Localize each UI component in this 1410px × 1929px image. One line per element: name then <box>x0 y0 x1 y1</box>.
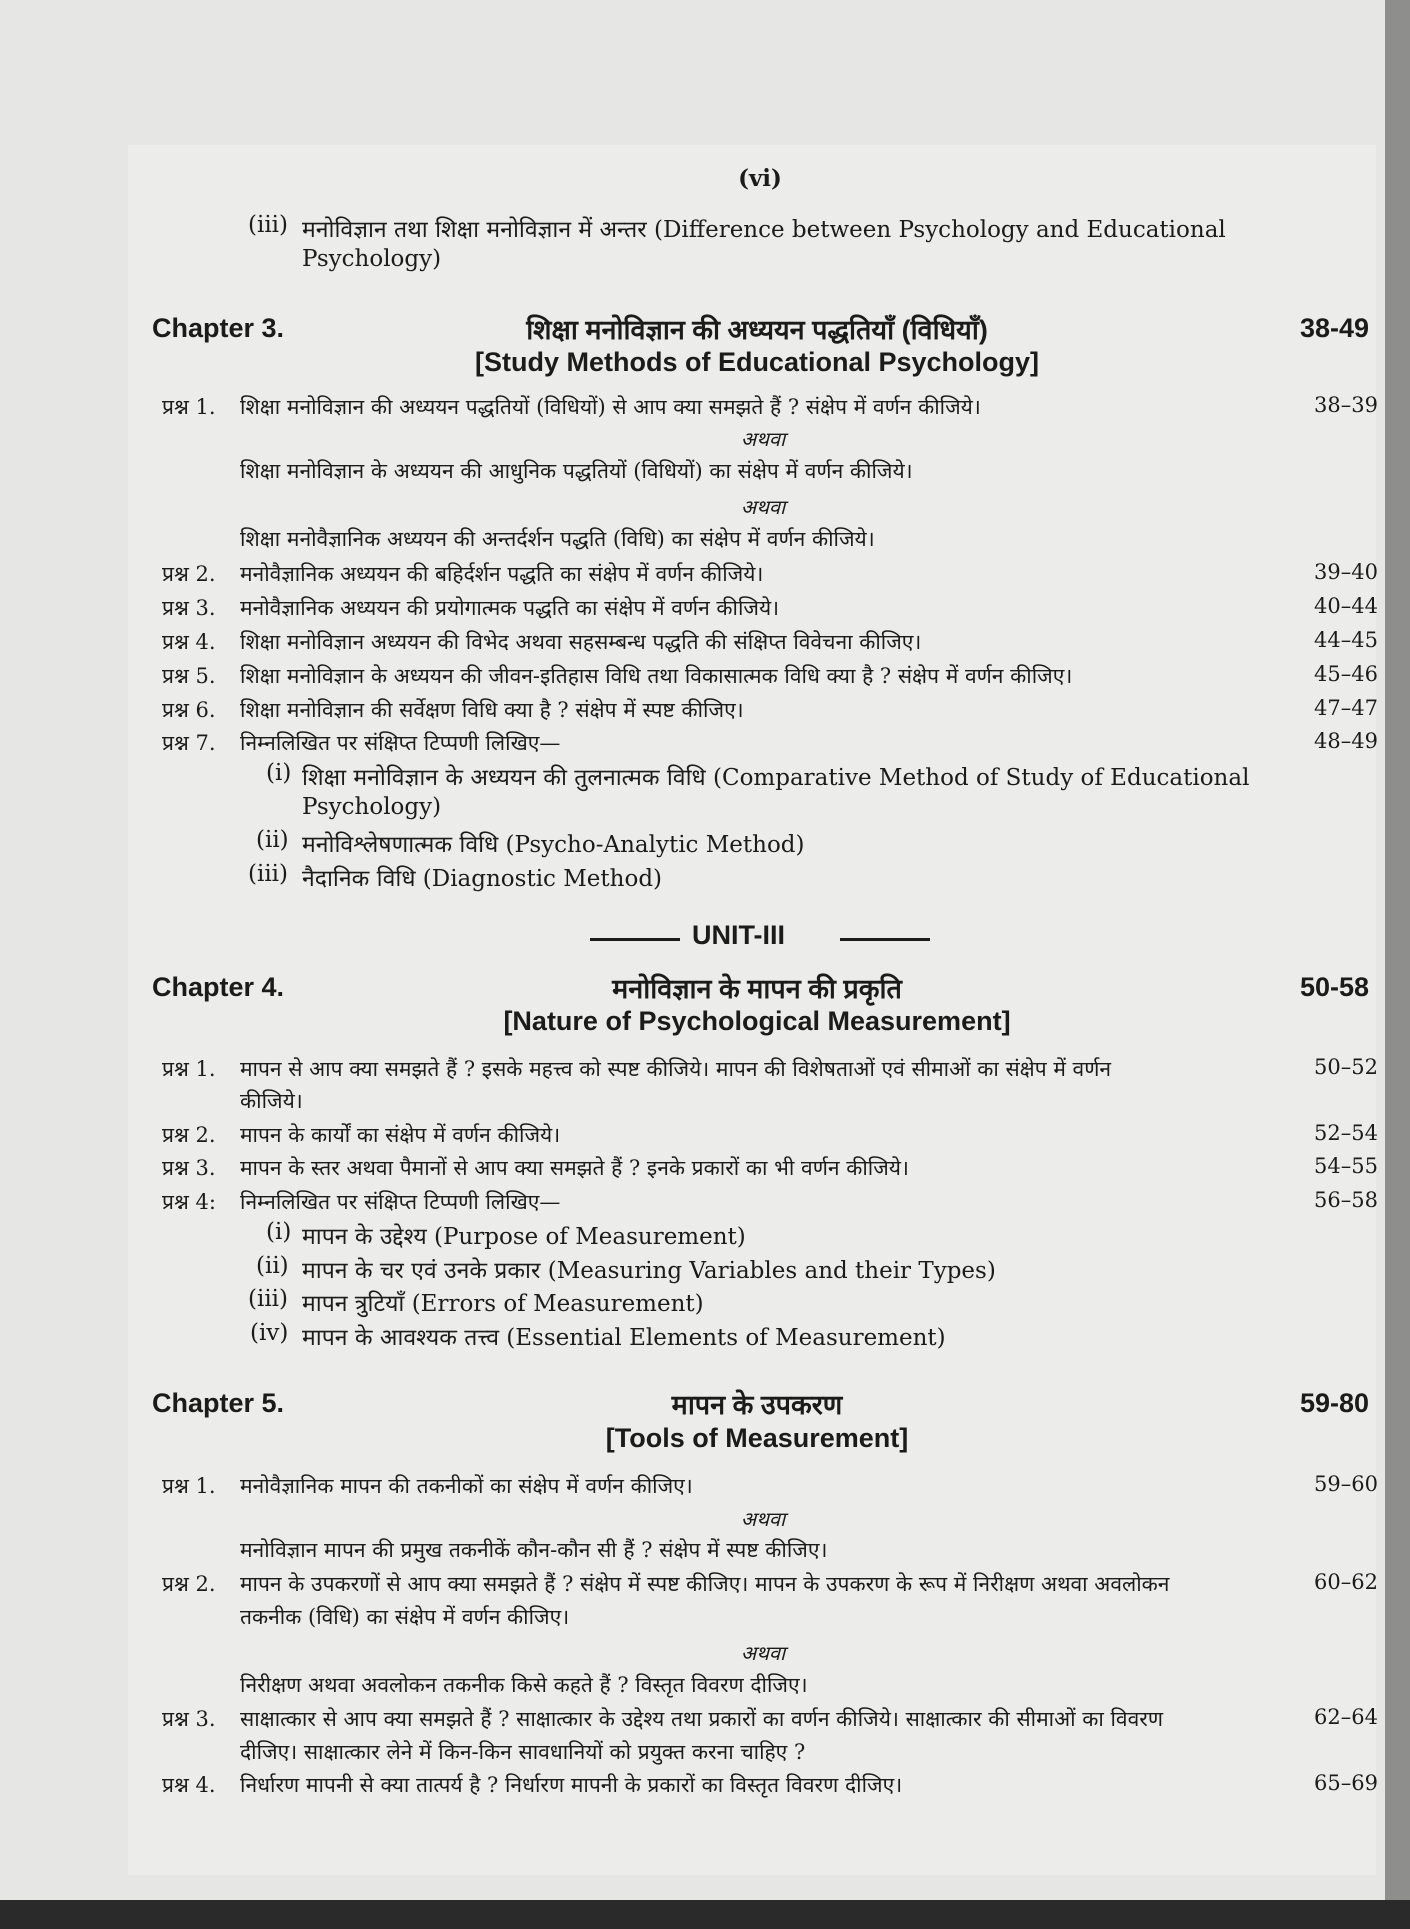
ch3-q2-text: मनोवैज्ञानिक अध्ययन की बहिर्दर्शन पद्धति का संक्षेप में वर्णन कीजिये। <box>240 562 764 586</box>
ch4-q3-label: प्रश्न 3. <box>162 1156 216 1180</box>
ch3-sub-iii-numeral: (iii) <box>248 861 289 887</box>
unit-heading: UNIT-III <box>692 920 785 950</box>
ch3-q4-text: शिक्षा मनोविज्ञान अध्ययन की विभेद अथवा सहसम्बन्ध पद्धति की संक्षिप्त विवेचना कीजिए। <box>240 630 922 654</box>
ch3-sub-iii-text: नैदानिक विधि (Diagnostic Method) <box>302 866 663 892</box>
ch4-sub-ii-numeral: (ii) <box>256 1253 289 1279</box>
ch5-q2-alt: निरीक्षण अथवा अवलोकन तकनीक किसे कहते हैं ? विस्तृत विवरण दीजिए। <box>240 1673 808 1697</box>
ch3-q4-pages: 44–45 <box>1314 628 1378 652</box>
ch3-sub-i-text-cont: Psychology) <box>302 794 442 820</box>
scan-bottom-edge <box>0 1900 1410 1929</box>
ch3-sub-ii-numeral: (ii) <box>256 827 289 853</box>
ch3-q3-pages: 40–44 <box>1314 594 1378 618</box>
chapter5-label: Chapter 5. <box>152 1388 285 1418</box>
ch3-q4-label: प्रश्न 4. <box>162 630 216 654</box>
chapter4-title-hindi: मनोविज्ञान के मापन की प्रकृति <box>612 974 902 1004</box>
unit-rule-left <box>590 938 680 941</box>
ch5-q2-athava: अथवा <box>740 1641 786 1665</box>
chapter4-title-english: [Nature of Psychological Measurement] <box>503 1006 1011 1036</box>
chapter4-pages: 50-58 <box>1300 972 1370 1002</box>
ch3-q1-text: शिक्षा मनोविज्ञान की अध्ययन पद्धतियों (विधियों) से आप क्या समझते हैं ? संक्षेप में वर्णन कीजिये। <box>240 395 981 419</box>
ch4-q1-text: मापन से आप क्या समझते हैं ? इसके महत्त्व को स्पष्ट कीजिये। मापन की विशेषताओं एवं सीमाओं का संक्षेप में वर्णन <box>240 1057 1112 1081</box>
ch3-q1-athava-2: अथवा <box>740 495 786 519</box>
ch3-q1-alt-1: शिक्षा मनोविज्ञान के अध्ययन की आधुनिक पद्धतियों (विधियों) का संक्षेप में वर्णन कीजिये। <box>240 459 913 483</box>
ch3-q1-label: प्रश्न 1. <box>162 395 216 419</box>
ch3-q2-pages: 39–40 <box>1314 560 1378 584</box>
ch3-q6-label: प्रश्न 6. <box>162 698 216 722</box>
ch5-q3-text: साक्षात्कार से आप क्या समझते हैं ? साक्षात्कार के उद्देश्य तथा प्रकारों का वर्णन कीजिये। साक्षात्कार की सीमाओं का विवरण <box>240 1707 1164 1731</box>
ch3-q1-pages: 38–39 <box>1314 393 1378 417</box>
ch3-q5-text: शिक्षा मनोविज्ञान के अध्ययन की जीवन-इतिहास विधि तथा विकासात्मक विधि क्या है ? संक्षेप में वर्णन कीजिए। <box>240 664 1073 688</box>
top-item-numeral: (iii) <box>248 212 289 238</box>
ch4-sub-ii-text: मापन के चर एवं उनके प्रकार (Measuring Variables and their Types) <box>302 1258 996 1284</box>
ch4-q4-pages: 56–58 <box>1314 1188 1378 1212</box>
ch3-q5-label: प्रश्न 5. <box>162 664 216 688</box>
ch3-q7-text: निम्नलिखित पर संक्षिप्त टिप्पणी लिखिए— <box>240 731 561 755</box>
ch5-q2-label: प्रश्न 2. <box>162 1572 216 1596</box>
chapter3-label: Chapter 3. <box>152 313 285 343</box>
ch5-q4-pages: 65–69 <box>1314 1771 1378 1795</box>
ch4-sub-iii-text: मापन त्रुटियाँ (Errors of Measurement) <box>302 1291 704 1317</box>
ch3-q7-label: प्रश्न 7. <box>162 731 216 755</box>
ch4-q3-text: मापन के स्तर अथवा पैमानों से आप क्या समझते हैं ? इनके प्रकारों का भी वर्णन कीजिये। <box>240 1156 909 1180</box>
ch5-q3-label: प्रश्न 3. <box>162 1707 216 1731</box>
top-item-line1: मनोविज्ञान तथा शिक्षा मनोविज्ञान में अन्तर (Difference between Psychology and Educational <box>302 217 1226 243</box>
ch4-q3-pages: 54–55 <box>1314 1154 1378 1178</box>
ch4-sub-i-text: मापन के उद्देश्य (Purpose of Measurement) <box>302 1224 746 1250</box>
ch3-sub-i-numeral: (i) <box>266 760 292 786</box>
ch3-sub-ii-text: मनोविश्लेषणात्मक विधि (Psycho-Analytic Method) <box>302 832 805 858</box>
ch4-q2-label: प्रश्न 2. <box>162 1123 216 1147</box>
top-item-line2: Psychology) <box>302 246 442 272</box>
ch3-q3-label: प्रश्न 3. <box>162 596 216 620</box>
ch4-sub-iii-numeral: (iii) <box>248 1286 289 1312</box>
ch5-q3-pages: 62–64 <box>1314 1705 1378 1729</box>
ch3-q6-text: शिक्षा मनोविज्ञान की सर्वेक्षण विधि क्या है ? संक्षेप में स्पष्ट कीजिए। <box>240 698 744 722</box>
page-edge-shadow <box>1385 0 1410 1929</box>
ch3-q7-pages: 48–49 <box>1314 729 1378 753</box>
chapter5-title-english: [Tools of Measurement] <box>605 1423 909 1453</box>
ch5-q4-label: प्रश्न 4. <box>162 1773 216 1797</box>
ch5-q2-text-cont: तकनीक (विधि) का संक्षेप में वर्णन कीजिए। <box>240 1605 570 1629</box>
ch3-q2-label: प्रश्न 2. <box>162 562 216 586</box>
ch5-q2-pages: 60–62 <box>1314 1570 1378 1594</box>
ch3-q6-pages: 47–47 <box>1314 696 1378 720</box>
chapter3-pages: 38-49 <box>1300 313 1370 343</box>
ch3-sub-i-text: शिक्षा मनोविज्ञान के अध्ययन की तुलनात्मक विधि (Comparative Method of Study of Educational <box>302 765 1250 791</box>
ch4-q1-text-cont: कीजिये। <box>240 1089 303 1113</box>
ch3-q1-athava-1: अथवा <box>740 427 786 451</box>
ch5-q1-pages: 59–60 <box>1314 1472 1378 1496</box>
ch3-q3-text: मनोवैज्ञानिक अध्ययन की प्रयोगात्मक पद्धति का संक्षेप में वर्णन कीजिये। <box>240 596 780 620</box>
ch4-q1-pages: 50–52 <box>1314 1055 1378 1079</box>
ch4-sub-i-numeral: (i) <box>266 1219 292 1245</box>
chapter5-title-hindi: मापन के उपकरण <box>671 1390 843 1420</box>
ch4-q2-pages: 52–54 <box>1314 1121 1378 1145</box>
ch4-q2-text: मापन के कार्यों का संक्षेप में वर्णन कीजिये। <box>240 1123 561 1147</box>
ch4-q4-text: निम्नलिखित पर संक्षिप्त टिप्पणी लिखिए— <box>240 1190 561 1214</box>
unit-rule-right <box>840 938 930 941</box>
chapter5-pages: 59-80 <box>1300 1388 1370 1418</box>
ch4-sub-iv-numeral: (iv) <box>250 1320 289 1346</box>
ch3-q1-alt-2: शिक्षा मनोवैज्ञानिक अध्ययन की अन्तर्दर्शन पद्धति (विधि) का संक्षेप में वर्णन कीजिये। <box>240 527 875 551</box>
chapter3-title-hindi: शिक्षा मनोविज्ञान की अध्ययन पद्धतियाँ (विधियाँ) <box>526 315 988 345</box>
ch4-q1-label: प्रश्न 1. <box>162 1057 216 1081</box>
ch4-q4-label: प्रश्न 4: <box>162 1190 216 1214</box>
ch5-q3-text-cont: दीजिए। साक्षात्कार लेने में किन-किन सावधानियों को प्रयुक्त करना चाहिए ? <box>240 1740 806 1764</box>
chapter3-title-english: [Study Methods of Educational Psychology] <box>474 347 1040 377</box>
ch5-q1-alt: मनोविज्ञान मापन की प्रमुख तकनीकें कौन-कौन सी हैं ? संक्षेप में स्पष्ट कीजिए। <box>240 1538 828 1562</box>
ch3-q5-pages: 45–46 <box>1314 662 1378 686</box>
chapter4-label: Chapter 4. <box>152 972 285 1002</box>
ch5-q1-text: मनोवैज्ञानिक मापन की तकनीकों का संक्षेप में वर्णन कीजिए। <box>240 1474 693 1498</box>
page-number: (vi) <box>738 165 782 192</box>
ch5-q4-text: निर्धारण मापनी से क्या तात्पर्य है ? निर्धारण मापनी के प्रकारों का विस्तृत विवरण दीजिए। <box>240 1773 903 1797</box>
ch5-q1-athava: अथवा <box>740 1507 786 1531</box>
ch5-q1-label: प्रश्न 1. <box>162 1474 216 1498</box>
ch4-sub-iv-text: मापन के आवश्यक तत्त्व (Essential Elements of Measurement) <box>302 1325 946 1351</box>
ch5-q2-text: मापन के उपकरणों से आप क्या समझते हैं ? संक्षेप में स्पष्ट कीजिए। मापन के उपकरण के रूप में निरीक्षण अथवा अवलोकन <box>240 1572 1170 1596</box>
